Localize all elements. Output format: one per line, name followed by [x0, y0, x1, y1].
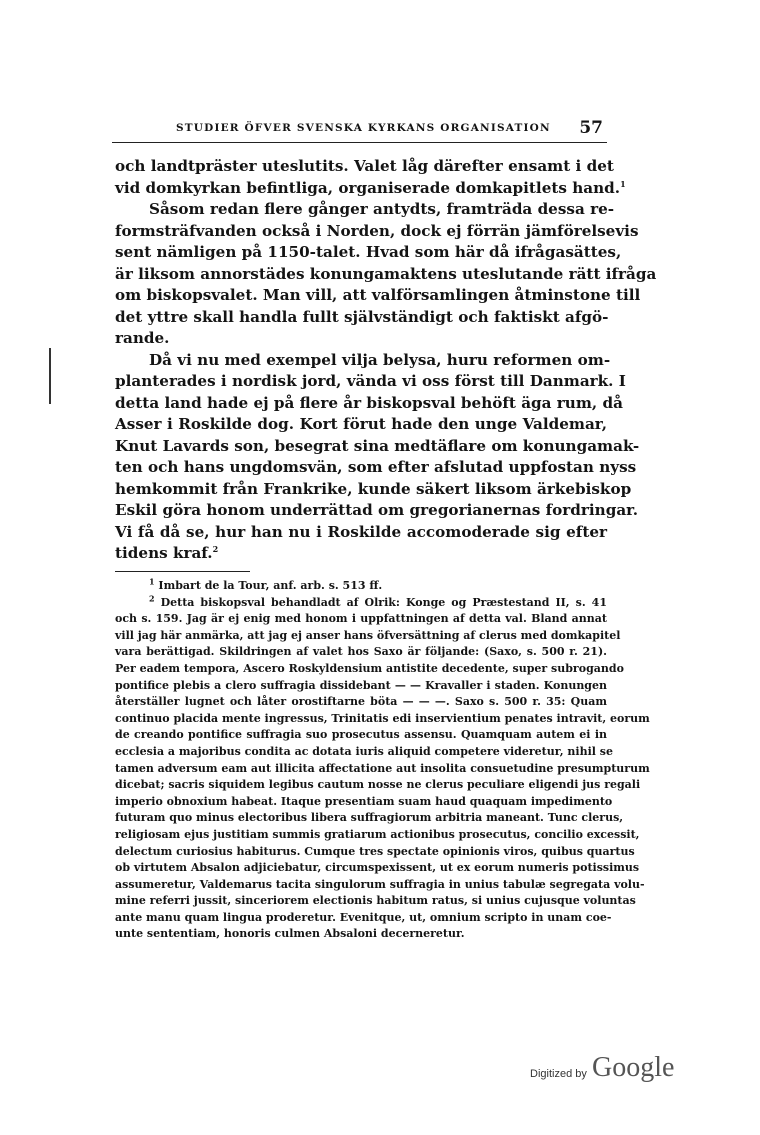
digitized-by-watermark [530, 1052, 690, 1092]
body-line: Eskil göra honom underrättad om gregorianernas fordringar. [115, 501, 639, 519]
body-line: Vi få då se, hur han nu i Roskilde accomoderade sig efter [115, 522, 607, 541]
body-line: det yttre skall handla fullt självständigt och faktiskt afgö- [115, 307, 609, 326]
footnotes [115, 576, 650, 943]
footnote-line: Per eadem tempora, Ascero Roskyldensium antistite decedente, super subrogando [115, 661, 624, 675]
footnote-line: $^1$ Imbart de la Tour, anf. arb. s. 513 ff. [149, 576, 383, 592]
body-line: tidens kraf.$^2$ [115, 543, 219, 562]
footnote-line: continuo placida mente ingressus, Trinitatis edi inservientium penates intravit, eorum [115, 711, 650, 725]
google-logo: Google [592, 1052, 675, 1083]
body-line: Asser i Roskilde dog. Kort förut hade den unge Valdemar, [115, 415, 607, 433]
footnote-line: pontifice plebis a clero suffragia dissidebant — — Kravaller i staden. Konungen [115, 678, 607, 692]
body-line: planterades i nordisk jord, vända vi oss först till Danmark. I [115, 372, 626, 390]
body-line: formsträfvanden också i Norden, dock ej förrän jämförelsevis [115, 221, 639, 240]
body-line: Såsom redan flere gånger antydts, framträda dessa re- [149, 200, 615, 218]
footnote-divider [115, 571, 250, 572]
body-line: Då vi nu med exempel vilja belysa, huru reformen om- [149, 350, 611, 369]
footnote-line: imperio obnoxium habeat. Itaque presentiam suam haud quaquam impedimento [115, 794, 613, 808]
body-line: hemkommit från Frankrike, kunde säkert liksom ärkebiskop [115, 479, 632, 498]
footnote-line: och s. 159. Jag är ej enig med honom i uppfattningen af detta val. Bland annat [115, 612, 607, 626]
digitized-prefix: Digitized by [530, 1068, 587, 1080]
footnote-line: mine referri jussit, sinceriorem electionis habitum ratus, si unius cujusque voluntas [115, 894, 636, 908]
footnote-line: futuram quo minus electoribus libera suffragiorum arbitria maneant. Tunc clerus, [115, 811, 624, 825]
body-text [115, 156, 657, 565]
margin-mark [49, 348, 51, 404]
footnote-ref: 2 [212, 543, 219, 554]
footnote-line: vara berättigad. Skildringen af valet hos Saxo är följande: (Saxo, s. 500 r. 21). [115, 645, 607, 659]
body-line: ten och hans ungdomsvän, som efter afslutad uppfostan nyss [115, 458, 637, 476]
footnote-line: de creando pontifice suffragia suo prosecutus assensu. Quamquam autem ei in [115, 728, 607, 742]
body-line: sent nämligen på 1150-talet. Hvad som här då ifrågasättes, [115, 243, 622, 261]
footnote-ref: 1 [620, 178, 626, 189]
page-header [112, 118, 607, 143]
footnote-mark: 1 [149, 576, 155, 587]
footnote-line: dicebat; sacris siquidem legibus cautum nosse ne clerus peculiare eligendi jus regali [115, 778, 641, 792]
footnote-line: vill jag här anmärka, att jag ej anser hans öfversättning af clerus med domkapitel [115, 628, 621, 642]
footnote-line: tamen adversum eam aut illicita affectatione aut insolita consuetudine presumpturum [115, 761, 650, 775]
footnote-line: ante manu quam lingua proderetur. Evenitque, ut, omnium scripto in unam coe- [115, 910, 612, 924]
footnote-mark: 2 [149, 592, 155, 603]
footnote-line: ecclesia a majoribus condita ac dotata iuris aliquid competere videretur, nihil se [115, 744, 613, 758]
body-line: och landtpräster uteslutits. Valet låg därefter ensamt i det [115, 157, 614, 175]
footnote-line: assumeretur, Valdemarus tacita singulorum suffragia in unius tabulæ segregata volu- [115, 877, 645, 891]
footnote-line: unte sententiam, honoris culmen Absaloni decerneretur. [115, 927, 465, 941]
footnote-line: återställer lugnet och låter orostiftarne böta — — —. Saxo s. 500 r. 35: Quam [115, 695, 607, 709]
footnote-line: ob virtutem Absalon adjiciebatur, circumspexissent, ut ex eorum numeris potissimus [115, 861, 640, 875]
body-line: är liksom annorstädes konungamaktens uteslutande rätt ifråga [115, 264, 657, 283]
body-line: Knut Lavards son, besegrat sina medtäflare om konungamak- [115, 436, 640, 455]
footnote-line: religiosam ejus justitiam summis gratiarum actionibus prosecutus, concilio excessit, [115, 827, 640, 841]
body-line: detta land hade ej på flere år biskopsval behöft äga rum, då [115, 393, 623, 412]
page-number: 57 [579, 118, 603, 138]
body-line: rande. [115, 329, 170, 347]
footnote-line: $^2$ Detta biskopsval behandladt af Olrik: Konge og Præstestand II, s. 41 [149, 592, 607, 609]
running-title: STUDIER ÖFVER SVENSKA KYRKANS ORGANISATION [176, 122, 551, 134]
footnote-line: delectum curiosius habiturus. Cumque tres spectate opinionis viros, quibus quartus [115, 844, 635, 858]
body-line: vid domkyrkan befintliga, organiserade domkapitlets hand.$^1$ [115, 178, 626, 197]
body-line: om biskopsvalet. Man vill, att valförsamlingen åtminstone till [115, 286, 641, 304]
